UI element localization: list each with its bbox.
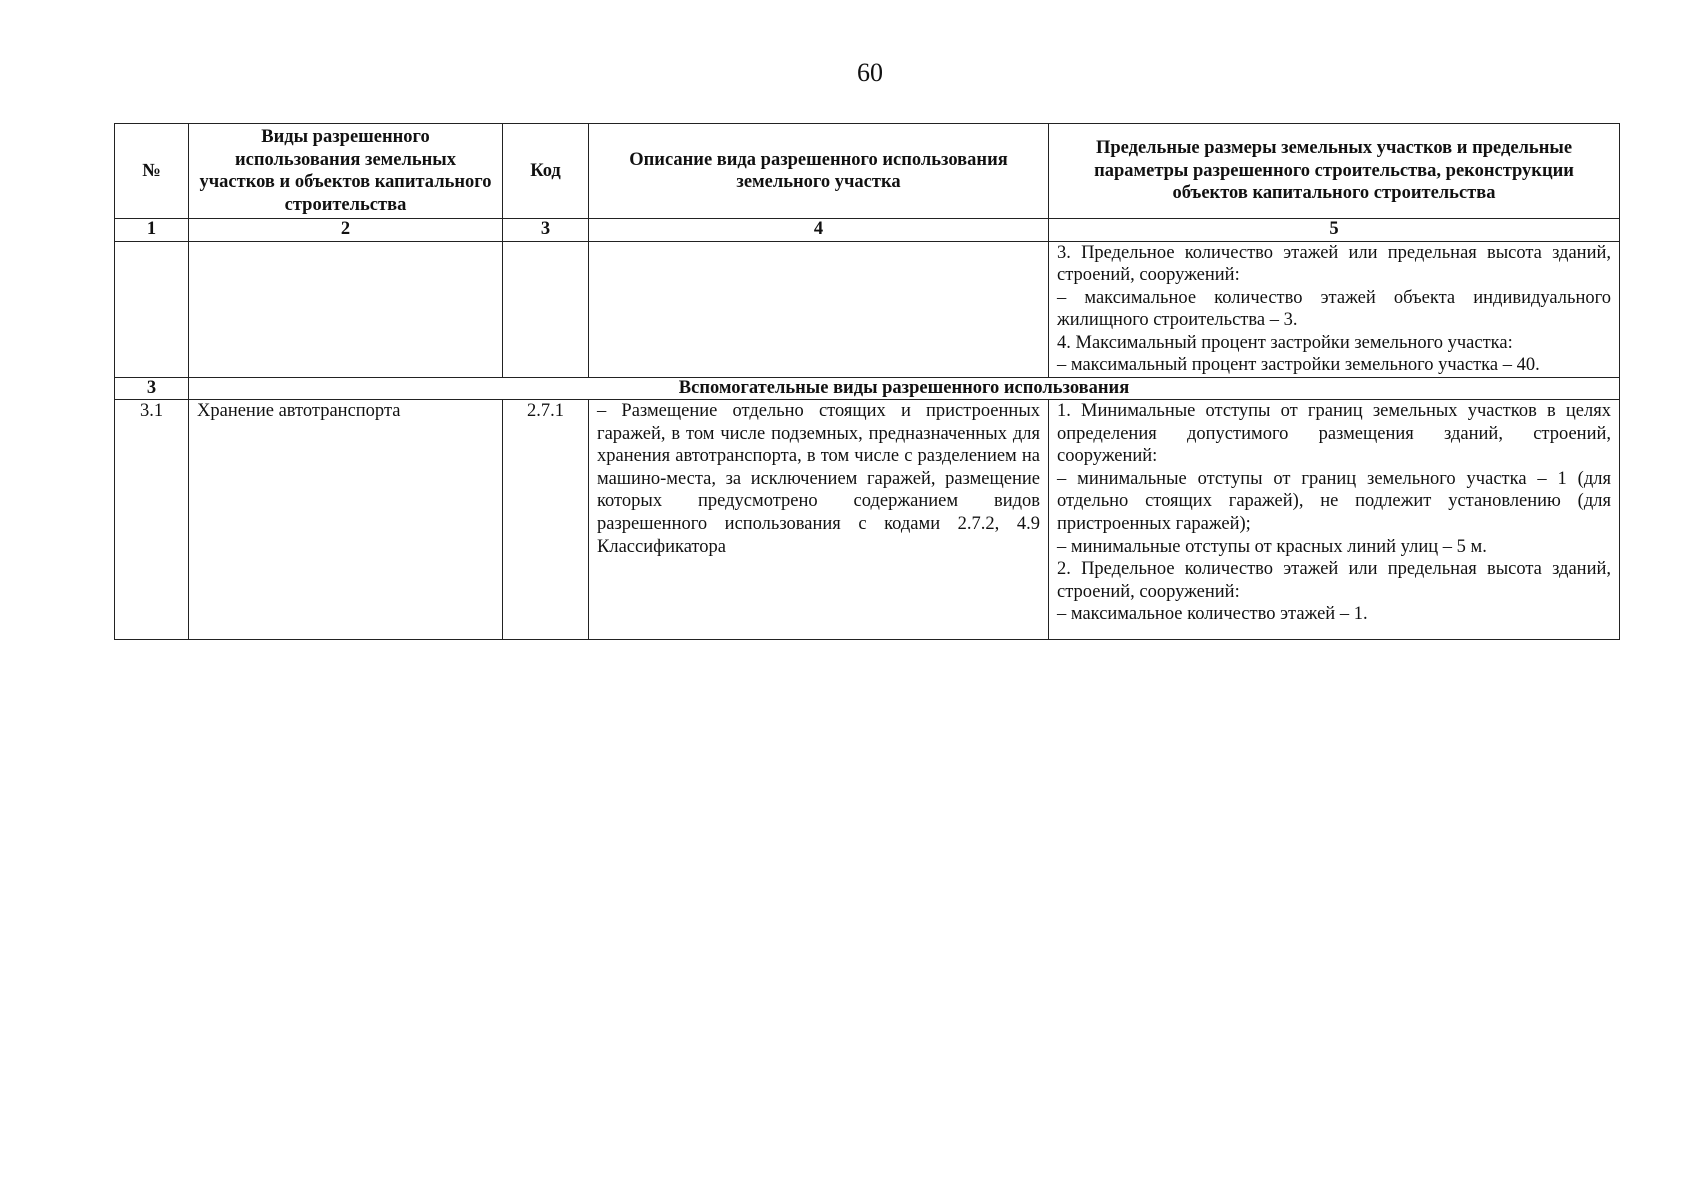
continuation-cell-description — [589, 241, 1049, 377]
continuation-cell-parameters — [1049, 241, 1620, 377]
parameter-heading-1: 1. Минимальные отступы от границ земельных участков в целях определения допустимого размещения зданий, строений, сооружений: — [1057, 401, 1611, 467]
header-description: Описание вида разрешенного использования земельного участка — [589, 124, 1049, 219]
row-number: 3.1 — [115, 400, 189, 640]
page-number: 60 — [857, 58, 883, 87]
row-code: 2.7.1 — [503, 400, 589, 640]
column-number-5: 5 — [1049, 219, 1620, 241]
parameter-item-1a: – минимальные отступы от границ земельного участка – 1 (для отдельно стоящих гаражей), не подлежит установлению (для пристроенных гаражей); — [1057, 468, 1611, 534]
header-use-types: Виды разрешенного использования земельных участков и объектов капитального строительства — [189, 124, 503, 219]
header-parameters: Предельные размеры земельных участков и предельные параметры разрешенного строительства, реконструкции объектов капитального строительства — [1049, 124, 1620, 219]
table-row — [115, 400, 1620, 640]
continuation-cell-code — [503, 241, 589, 377]
land-use-table — [114, 123, 1620, 640]
section-number: 3 — [115, 377, 189, 399]
header-code: Код — [503, 124, 589, 219]
column-number-1: 1 — [115, 219, 189, 241]
continuation-row — [115, 241, 1620, 377]
section-row — [115, 377, 1620, 399]
parameter-item-1b: – минимальные отступы от красных линий улиц – 5 м. — [1057, 536, 1487, 557]
parameter-heading-3: 3. Предельное количество этажей или предельная высота зданий, строений, сооружений: — [1057, 242, 1611, 286]
column-numbers-row — [115, 219, 1620, 241]
section-title: Вспомогательные виды разрешенного использования — [189, 377, 1620, 399]
row-use-name: Хранение автотранспорта — [189, 400, 503, 640]
header-row — [115, 124, 1620, 219]
row-description: – Размещение отдельно стоящих и пристроенных гаражей, в том числе подземных, предназначенных для хранения автотранспорта, в том числе с разделением на машино-места, за исключением гаражей, размещение которых предусмотрено содержанием видов разрешенного использования с кодами 2.7.2, 4.9 Классификатора — [589, 400, 1049, 640]
column-number-3: 3 — [503, 219, 589, 241]
parameter-heading-2: 2. Предельное количество этажей или предельная высота зданий, строений, сооружений: — [1057, 559, 1611, 602]
parameter-item-3: – максимальное количество этажей объекта индивидуального жилищного строительства – 3. — [1057, 287, 1611, 331]
continuation-cell-name — [189, 241, 503, 377]
column-number-2: 2 — [189, 219, 503, 241]
parameter-item-2: – максимальное количество этажей – 1. — [1057, 604, 1368, 625]
column-number-4: 4 — [589, 219, 1049, 241]
continuation-cell-number — [115, 241, 189, 377]
parameter-heading-4: 4. Максимальный процент застройки земельного участка: — [1057, 332, 1513, 353]
header-number: № — [115, 124, 189, 219]
parameter-item-4: – максимальный процент застройки земельного участка – 40. — [1057, 355, 1540, 376]
row-parameters — [1049, 400, 1620, 640]
